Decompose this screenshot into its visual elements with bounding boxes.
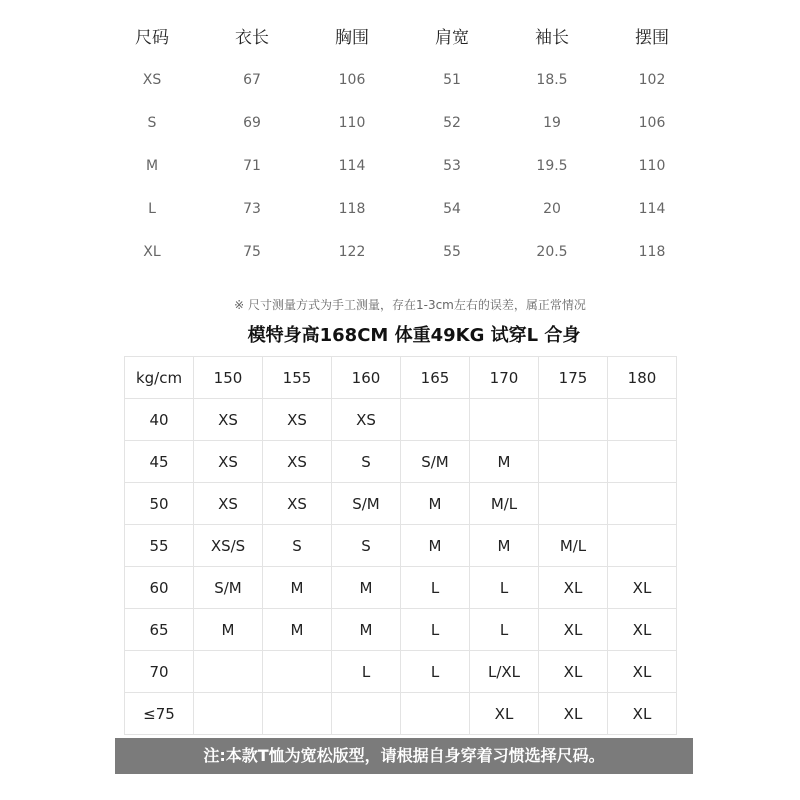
recommended-size-cell: XL <box>539 567 608 609</box>
recommended-size-cell: M <box>194 609 263 651</box>
recommendation-row <box>125 525 677 567</box>
recommended-size-cell <box>332 693 401 735</box>
weight-cell: 50 <box>125 483 194 525</box>
size-cell: 20 <box>543 200 561 217</box>
footer-note-banner: 注:本款T恤为宽松版型，请根据自身穿着习惯选择尺码。 <box>115 738 693 774</box>
recommended-size-cell: XS <box>194 399 263 441</box>
recommendation-row <box>125 483 677 525</box>
recommended-size-cell <box>470 399 539 441</box>
recommended-size-cell: M <box>401 525 470 567</box>
recommended-size-cell: L <box>332 651 401 693</box>
recommended-size-cell: XS <box>332 399 401 441</box>
corner-label: kg/cm <box>125 357 194 399</box>
recommended-size-cell: XS <box>263 441 332 483</box>
size-header-cell: 衣长 <box>235 27 269 48</box>
size-cell: S <box>147 114 157 131</box>
recommended-size-cell <box>401 399 470 441</box>
size-cell: 102 <box>638 71 666 88</box>
size-cell: 19 <box>543 114 561 131</box>
recommended-size-cell <box>608 399 677 441</box>
recommended-size-cell: L <box>401 609 470 651</box>
size-table-row <box>102 230 702 273</box>
recommended-size-cell: XS <box>263 399 332 441</box>
size-cell: 106 <box>338 71 366 88</box>
recommendation-row <box>125 609 677 651</box>
size-cell: M <box>145 157 159 174</box>
recommended-size-cell: XS <box>263 483 332 525</box>
size-cell: 52 <box>443 114 461 131</box>
size-cell: 75 <box>243 243 261 260</box>
recommended-size-cell: L/XL <box>470 651 539 693</box>
recommended-size-cell: M <box>263 567 332 609</box>
size-measurement-table <box>102 12 702 273</box>
recommended-size-cell: L <box>470 609 539 651</box>
size-cell: 73 <box>243 200 261 217</box>
size-cell: 51 <box>443 71 461 88</box>
size-cell: 71 <box>243 157 261 174</box>
recommended-size-cell <box>539 399 608 441</box>
measurement-note: ※ 尺寸测量方式为手工测量，存在1-3cm左右的误差，属正常情况 <box>234 298 586 312</box>
recommended-size-cell <box>539 483 608 525</box>
recommended-size-cell <box>539 441 608 483</box>
recommended-size-cell: S/M <box>332 483 401 525</box>
height-header-cell: 170 <box>470 357 539 399</box>
size-table-header-row <box>102 12 702 58</box>
weight-cell: ≤75 <box>125 693 194 735</box>
recommendation-row <box>125 567 677 609</box>
recommended-size-cell: XS <box>194 441 263 483</box>
size-cell: 114 <box>638 200 666 217</box>
recommended-size-cell: XS <box>194 483 263 525</box>
size-table-row <box>102 101 702 144</box>
weight-cell: 55 <box>125 525 194 567</box>
recommended-size-cell: M/L <box>539 525 608 567</box>
size-cell: L <box>148 200 156 217</box>
size-cell: 67 <box>243 71 261 88</box>
size-cell: 54 <box>443 200 461 217</box>
size-cell: 69 <box>243 114 261 131</box>
recommended-size-cell: M <box>470 525 539 567</box>
recommended-size-cell: S <box>332 441 401 483</box>
height-header-cell: 180 <box>608 357 677 399</box>
recommended-size-cell <box>608 525 677 567</box>
recommended-size-cell: M <box>332 609 401 651</box>
recommended-size-cell: S/M <box>194 567 263 609</box>
recommended-size-cell <box>263 651 332 693</box>
recommended-size-cell: S <box>263 525 332 567</box>
weight-cell: 45 <box>125 441 194 483</box>
size-cell: 19.5 <box>536 157 568 174</box>
recommended-size-cell: M <box>470 441 539 483</box>
recommended-size-cell: L <box>470 567 539 609</box>
size-cell: 106 <box>638 114 666 131</box>
height-header-cell: 165 <box>401 357 470 399</box>
recommended-size-cell: XL <box>608 609 677 651</box>
recommended-size-cell: M <box>263 609 332 651</box>
size-header-cell: 尺码 <box>135 27 169 48</box>
recommended-size-cell <box>194 693 263 735</box>
size-cell: 55 <box>443 243 461 260</box>
recommended-size-cell: XL <box>608 693 677 735</box>
recommended-size-cell <box>608 441 677 483</box>
recommended-size-cell: XL <box>608 567 677 609</box>
height-header-cell: 160 <box>332 357 401 399</box>
recommended-size-cell: XL <box>539 609 608 651</box>
recommendation-row <box>125 441 677 483</box>
size-header-cell: 胸围 <box>335 27 369 48</box>
size-header-cell: 袖长 <box>535 27 569 48</box>
recommendation-header-row <box>125 357 677 399</box>
recommended-size-cell: M <box>332 567 401 609</box>
recommended-size-cell <box>263 693 332 735</box>
weight-cell: 40 <box>125 399 194 441</box>
recommended-size-cell <box>401 693 470 735</box>
height-header-cell: 150 <box>194 357 263 399</box>
weight-cell: 70 <box>125 651 194 693</box>
size-recommendation-table <box>124 356 677 735</box>
weight-cell: 60 <box>125 567 194 609</box>
size-cell: 114 <box>338 157 366 174</box>
size-table-row <box>102 58 702 101</box>
size-header-cell: 肩宽 <box>435 27 469 48</box>
model-info: 模特身高168CM 体重49KG 试穿L 合身 <box>247 325 581 346</box>
recommendation-row <box>125 651 677 693</box>
size-cell: 20.5 <box>536 243 568 260</box>
height-header-cell: 155 <box>263 357 332 399</box>
size-table-row <box>102 144 702 187</box>
recommended-size-cell: XL <box>539 651 608 693</box>
recommended-size-cell: M <box>401 483 470 525</box>
height-header-cell: 175 <box>539 357 608 399</box>
size-header-cell: 摆围 <box>635 27 669 48</box>
size-cell: XS <box>142 71 162 88</box>
recommended-size-cell: XL <box>539 693 608 735</box>
recommended-size-cell <box>194 651 263 693</box>
recommended-size-cell: M/L <box>470 483 539 525</box>
size-cell: 118 <box>338 200 366 217</box>
size-cell: 110 <box>338 114 366 131</box>
weight-cell: 65 <box>125 609 194 651</box>
recommended-size-cell: XL <box>608 651 677 693</box>
recommended-size-cell: XL <box>470 693 539 735</box>
size-cell: 118 <box>638 243 666 260</box>
size-cell: XL <box>143 243 161 260</box>
size-table-row <box>102 187 702 230</box>
recommended-size-cell: L <box>401 651 470 693</box>
size-cell: 110 <box>638 157 666 174</box>
recommendation-row <box>125 693 677 735</box>
recommended-size-cell: S/M <box>401 441 470 483</box>
size-cell: 53 <box>443 157 461 174</box>
recommendation-row <box>125 399 677 441</box>
recommended-size-cell <box>608 483 677 525</box>
recommended-size-cell: L <box>401 567 470 609</box>
recommended-size-cell: XS/S <box>194 525 263 567</box>
size-cell: 18.5 <box>536 71 568 88</box>
recommended-size-cell: S <box>332 525 401 567</box>
size-cell: 122 <box>338 243 366 260</box>
